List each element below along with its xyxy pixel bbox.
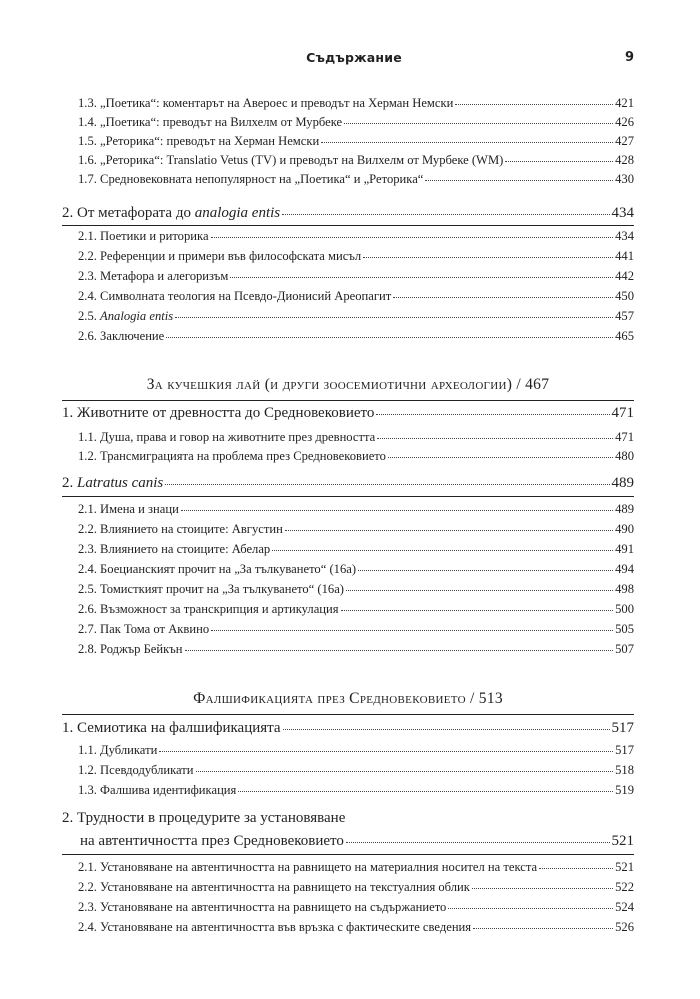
dot-leader — [175, 316, 613, 318]
toc-entry-page: 457 — [615, 309, 634, 323]
dot-leader — [376, 413, 609, 415]
toc-entry[interactable] — [78, 429, 634, 446]
toc-entry[interactable] — [78, 601, 634, 618]
toc-entry[interactable] — [78, 782, 634, 799]
toc-entry-page: 517 — [615, 743, 634, 757]
toc-entry-page: 505 — [615, 622, 634, 636]
toc-entry-page: 498 — [615, 582, 634, 596]
toc-chapter-label — [62, 472, 163, 494]
toc-entry-page: 507 — [615, 642, 634, 656]
toc-entry-page: 430 — [615, 172, 634, 186]
toc-entry[interactable] — [78, 879, 634, 896]
toc-entry-label: 1.7. Средновековната непопулярност на „Поетика“ и „Реторика“ — [78, 172, 424, 186]
dot-leader — [282, 213, 609, 215]
toc-entry[interactable] — [78, 919, 634, 936]
toc-chapter-page: 517 — [611, 720, 634, 736]
toc-chapter[interactable] — [62, 202, 634, 224]
toc-entry-label: 1.4. „Поетика“: преводът на Вилхелм от Мурбеке — [78, 115, 343, 129]
dot-leader — [165, 483, 609, 485]
toc-entry-page: 500 — [615, 602, 634, 616]
dot-leader — [230, 276, 613, 278]
toc-entry-label: 2.6. Възможност за транскрипция и артикулация — [78, 602, 339, 616]
chapter-label-text: 2. — [62, 475, 77, 491]
toc-entry-label: 2.4. Установяване на автентичността във връзка с фактическите сведения — [78, 920, 472, 934]
dot-leader — [211, 629, 613, 631]
toc-chapter-page: 471 — [611, 405, 634, 421]
toc-entry[interactable] — [78, 133, 634, 150]
dot-leader — [196, 770, 614, 772]
chapter-rule — [62, 496, 634, 497]
toc-entry-label: 2.1. Поетики и риторика — [78, 229, 209, 243]
toc-entry[interactable] — [78, 561, 634, 578]
page-number: 9 — [624, 50, 634, 65]
toc-entry[interactable] — [78, 621, 634, 638]
toc-entry[interactable] — [78, 328, 634, 345]
section-title[interactable]: Фалшификацията през Средновековието / 513 — [193, 690, 503, 707]
toc-entry-page: 519 — [615, 783, 634, 797]
toc-entry[interactable] — [78, 521, 634, 538]
toc-entry-page: 489 — [615, 502, 634, 516]
toc-chapter-label — [62, 202, 280, 224]
toc-entry[interactable] — [78, 228, 634, 245]
toc-entry-page: 490 — [615, 522, 634, 536]
toc-entry[interactable] — [78, 899, 634, 916]
dot-leader — [393, 296, 613, 298]
dot-leader — [505, 160, 613, 162]
toc-entry-label: 2.2. Референции и примери във философската мисъл — [78, 249, 362, 263]
dot-leader — [377, 437, 613, 439]
toc-entry[interactable] — [78, 114, 634, 131]
toc-entry-label: 2.3. Установяване на автентичността на равнището на съдържанието — [78, 900, 447, 914]
section-rule — [62, 400, 634, 401]
toc-entry-label: 2.4. Символната теология на Псевдо-Дионисий Ареопагит — [78, 289, 392, 303]
toc-entry[interactable] — [78, 95, 634, 112]
dot-leader — [341, 609, 614, 611]
dot-leader — [238, 790, 613, 792]
dot-leader — [363, 256, 613, 258]
chapter-label-text: 2. От метафората до — [62, 205, 195, 221]
dot-leader — [344, 122, 613, 124]
chapter-label-italic: analogia entis — [194, 205, 281, 221]
dot-leader — [358, 569, 613, 571]
toc-entry[interactable] — [78, 308, 634, 325]
entry-label-text: 2.5. — [78, 309, 101, 323]
dot-leader — [211, 236, 614, 238]
chapter-label-italic: Latratus canis — [77, 475, 164, 491]
toc-entry[interactable] — [78, 541, 634, 558]
dot-leader — [473, 927, 613, 929]
toc-entry[interactable] — [78, 762, 634, 779]
toc-chapter-page: 521 — [611, 833, 634, 849]
toc-entry-label: 1.2. Трансмиграцията на проблема през Средновековието — [78, 449, 386, 463]
toc-entry-label: 2.8. Роджър Бейкън — [78, 642, 183, 656]
dot-leader — [539, 867, 613, 869]
toc-entry-page: 428 — [615, 153, 634, 167]
dot-leader — [283, 728, 610, 730]
toc-entry-label: 1.2. Псевдодубликати — [78, 763, 194, 777]
dot-leader — [346, 589, 613, 591]
section-rule — [62, 714, 634, 715]
dot-leader — [159, 750, 613, 752]
toc-entry[interactable] — [78, 448, 634, 465]
toc-entry-label: 1.1. Душа, права и говор на животните през древността — [78, 430, 376, 444]
toc-entry-page: 421 — [615, 96, 634, 110]
toc-entry-page: 491 — [615, 542, 634, 556]
section-title[interactable]: За кучешкия лай (и други зоосемиотични археологии) / 467 — [146, 376, 550, 393]
toc-chapter[interactable] — [62, 472, 634, 494]
toc-entry-page: 471 — [615, 430, 634, 444]
toc-entry-label: 1.5. „Реторика“: преводът на Херман Немски — [78, 134, 320, 148]
toc-entry-label: 2.2. Установяване на автентичността на равнището на текстуалния облик — [78, 880, 470, 894]
toc-entry-label: 2.2. Влиянието на стоиците: Августин — [78, 522, 283, 536]
toc-entry-page: 465 — [615, 329, 634, 343]
toc-entry-page: 442 — [615, 269, 634, 283]
chapter-rule — [62, 854, 634, 855]
toc-entry-page: 450 — [615, 289, 634, 303]
toc-entry[interactable] — [78, 268, 634, 285]
toc-entry-page: 518 — [615, 763, 634, 777]
toc-entry-label: 1.1. Дубликати — [78, 743, 158, 757]
toc-entry[interactable] — [78, 859, 634, 876]
dot-leader — [272, 549, 613, 551]
dot-leader — [346, 841, 610, 843]
toc-entry-label: 2.3. Метафора и алегоризъм — [78, 269, 229, 283]
dot-leader — [472, 887, 613, 889]
toc-chapter-label: на автентичността през Средновековието — [80, 833, 344, 849]
toc-entry-label: 2.5. Томисткият прочит на „За тълкуването“ (16а) — [78, 582, 344, 596]
toc-entry[interactable] — [78, 742, 634, 759]
toc-entry-page: 434 — [615, 229, 634, 243]
toc-chapter-line1[interactable]: 2. Трудности в процедурите за установяване — [62, 810, 346, 826]
toc-entry-label: 2.4. Боецианският прочит на „За тълкуването“ (16а) — [78, 562, 357, 576]
toc-entry-label: 2.1. Установяване на автентичността на равнището на материалния носител на текста — [78, 860, 538, 874]
toc-entry[interactable] — [78, 581, 634, 598]
toc-entry-page: 427 — [615, 134, 634, 148]
toc-entry-label: 1.6. „Реторика“: Translatio Vetus (TV) и преводът на Вилхелм от Мурбеке (WM) — [78, 153, 504, 167]
toc-entry-page: 526 — [615, 920, 634, 934]
toc-entry-label: 2.3. Влиянието на стоиците: Абелар — [78, 542, 271, 556]
toc-entry-label: 2.6. Заключение — [78, 329, 165, 343]
running-title: Съдържание — [306, 50, 402, 65]
toc-entry-page: 522 — [615, 880, 634, 894]
entry-label-italic: Analogia entis — [100, 309, 174, 323]
toc-chapter[interactable] — [62, 402, 634, 424]
toc-entry[interactable] — [78, 501, 634, 518]
toc-chapter-page: 434 — [611, 205, 634, 221]
dot-leader — [448, 907, 613, 909]
toc-chapter-label: 1. Животните от древността до Средновековието — [62, 405, 375, 421]
toc-entry-page: 494 — [615, 562, 634, 576]
toc-entry-page: 521 — [615, 860, 634, 874]
dot-leader — [185, 649, 614, 651]
dot-leader — [181, 509, 613, 511]
toc-entry[interactable] — [78, 152, 634, 169]
toc-entry-page: 441 — [615, 249, 634, 263]
toc-entry-label: 2.7. Пак Тома от Аквино — [78, 622, 210, 636]
toc-chapter-page: 489 — [611, 475, 634, 491]
toc-chapter[interactable] — [80, 830, 634, 852]
toc-entry-label: 2.1. Имена и знаци — [78, 502, 179, 516]
toc-chapter[interactable] — [62, 717, 634, 739]
toc-entry[interactable] — [78, 288, 634, 305]
dot-leader — [425, 179, 613, 181]
chapter-rule — [62, 225, 634, 226]
toc-entry[interactable] — [78, 641, 634, 658]
dot-leader — [388, 456, 613, 458]
toc-entry-page: 426 — [615, 115, 634, 129]
toc-entry-label: 1.3. „Поетика“: коментарът на Авероес и преводът на Херман Немски — [78, 96, 454, 110]
toc-entry-label — [78, 308, 173, 325]
dot-leader — [166, 336, 613, 338]
toc-entry[interactable] — [78, 171, 634, 188]
toc-entry[interactable] — [78, 248, 634, 265]
toc-chapter-label: 1. Семиотика на фалшификацията — [62, 720, 281, 736]
toc-entry-page: 524 — [615, 900, 634, 914]
toc-entry-label: 1.3. Фалшива идентификация — [78, 783, 237, 797]
dot-leader — [285, 529, 613, 531]
dot-leader — [321, 141, 613, 143]
dot-leader — [455, 103, 613, 105]
toc-entry-page: 480 — [615, 449, 634, 463]
